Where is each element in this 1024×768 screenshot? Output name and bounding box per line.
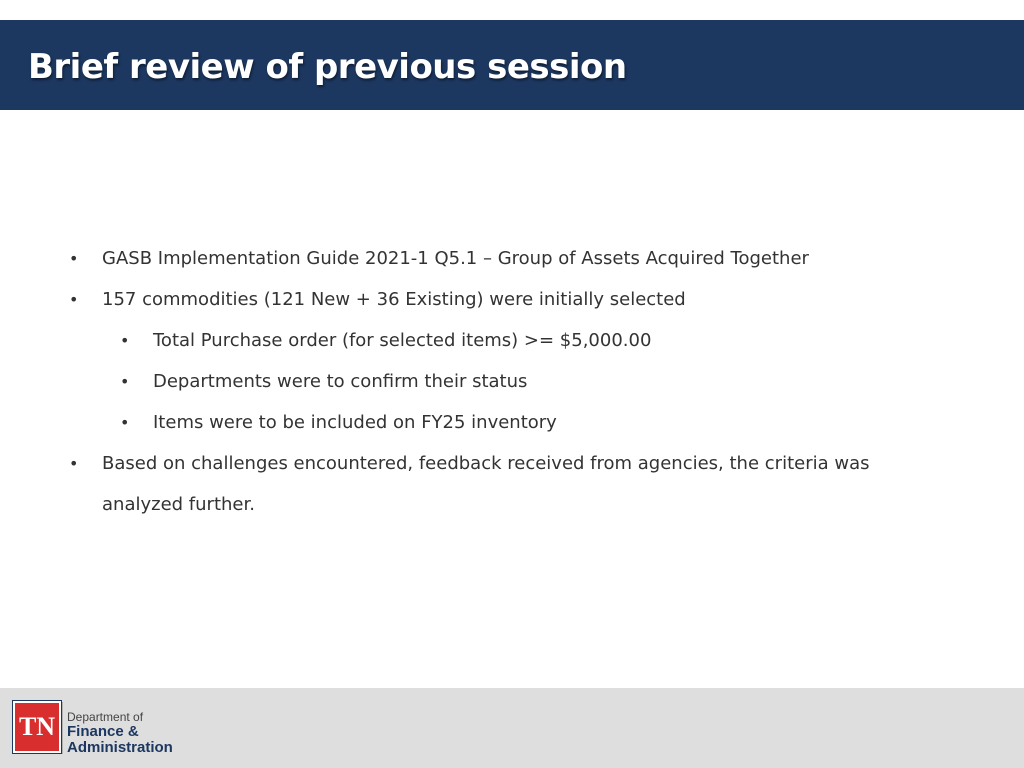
- list-item-text: GASB Implementation Guide 2021-1 Q5.1 – Group of Assets Acquired Together: [102, 248, 809, 269]
- bullet-icon: •: [69, 454, 79, 473]
- list-item-text: analyzed further.: [102, 494, 255, 515]
- list-item-text: Total Purchase order (for selected items) >= $5,000.00: [153, 330, 652, 351]
- bullet-icon: •: [120, 413, 130, 432]
- list-item-continuation: [0, 484, 1024, 525]
- sub-list-item: [0, 320, 1024, 361]
- slide-title: Brief review of previous session: [28, 47, 627, 87]
- bullet-icon: •: [69, 249, 79, 268]
- bullet-icon: •: [69, 290, 79, 309]
- list-item: [0, 279, 1024, 320]
- logo-divider: [62, 702, 63, 754]
- bullet-list: [0, 238, 1024, 525]
- list-item-text: 157 commodities (121 New + 36 Existing) were initially selected: [102, 289, 686, 310]
- logo-line-3: Administration: [67, 739, 173, 756]
- list-item-text: Departments were to confirm their status: [153, 371, 528, 392]
- logo-badge-text: TN: [18, 712, 56, 741]
- list-item-text: Based on challenges encountered, feedback received from agencies, the criteria was: [102, 453, 870, 474]
- bullet-icon: •: [120, 372, 130, 391]
- list-item: [0, 238, 1024, 279]
- logo-line-2: Finance &: [67, 723, 139, 740]
- sub-list-item: [0, 402, 1024, 443]
- tn-logo-icon: [13, 701, 61, 753]
- sub-list-item: [0, 361, 1024, 402]
- department-logo: [67, 710, 173, 756]
- footer: [0, 688, 1024, 768]
- bullet-icon: •: [120, 331, 130, 350]
- logo-line-1: Department of: [67, 710, 144, 724]
- list-item-text: Items were to be included on FY25 inventory: [153, 412, 557, 433]
- list-item: [0, 443, 1024, 484]
